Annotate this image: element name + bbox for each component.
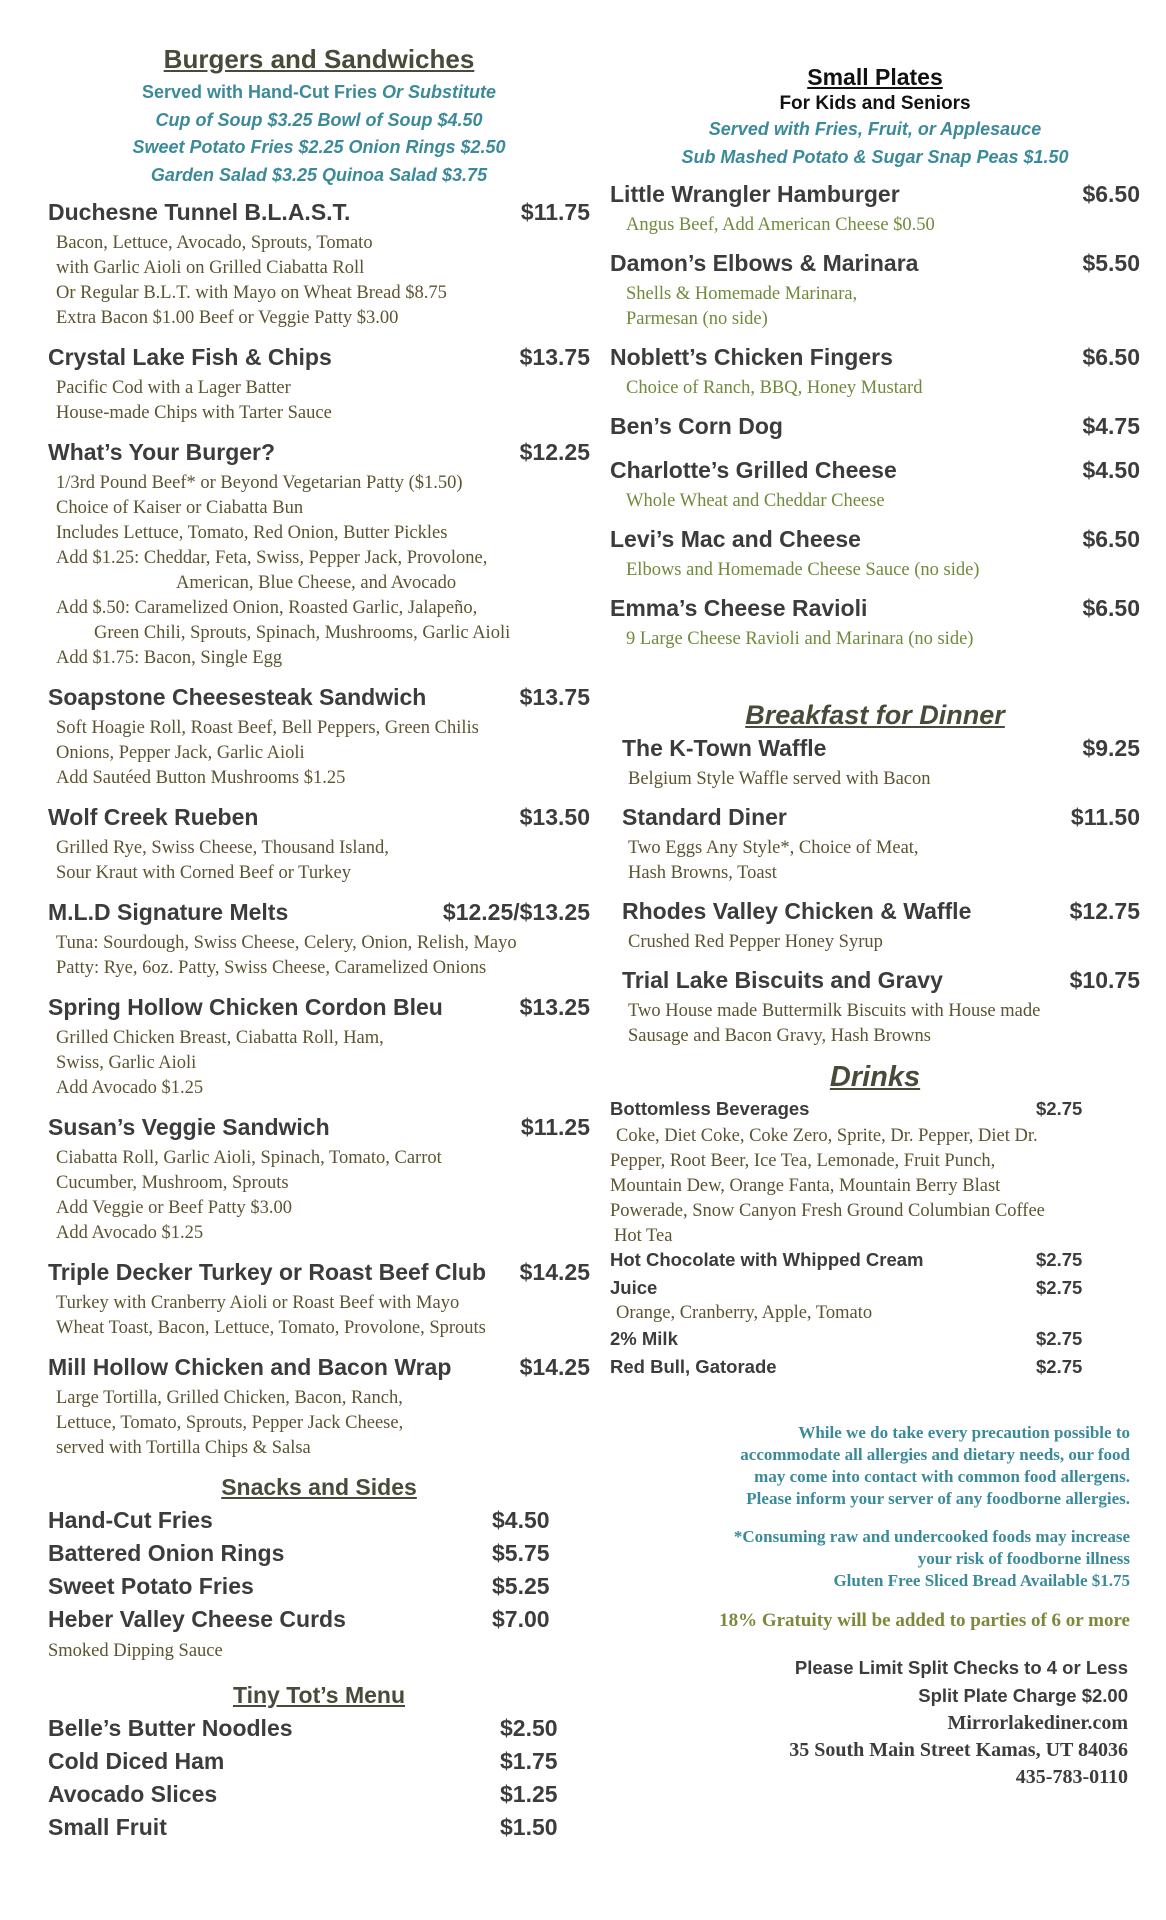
menu-item-name: Rhodes Valley Chicken & Waffle: [622, 898, 972, 924]
menu-item-price: $9.25: [1082, 735, 1140, 761]
desc-line: served with Tortilla Chips & Salsa: [56, 1438, 311, 1458]
menu-item-price: $12.25: [519, 439, 590, 465]
menu-item-name: Cold Diced Ham: [48, 1748, 225, 1774]
desc-line: Add Avocado $1.25: [56, 1223, 204, 1243]
snacks-note: Smoked Dipping Sauce: [48, 1641, 223, 1661]
menu-item-name: Belle’s Butter Noodles: [48, 1715, 293, 1741]
desc-line: Add Veggie or Beef Patty $3.00: [56, 1198, 293, 1218]
menu-item-price: $12.75: [1069, 898, 1140, 924]
desc-line: Wheat Toast, Bacon, Lettuce, Tomato, Provolone, Sprouts: [56, 1318, 486, 1338]
menu-item-name: Levi’s Mac and Cheese: [610, 526, 861, 552]
menu-item: [48, 994, 590, 1101]
right-column: [610, 0, 1140, 1791]
desc-line: House-made Chips with Tarter Sauce: [56, 403, 332, 423]
menu-item-description: [48, 836, 590, 886]
desc-line: Bacon, Lettuce, Avocado, Sprouts, Tomato: [56, 233, 373, 253]
desc-line: Hot Tea: [614, 1226, 673, 1246]
menu-item: [610, 344, 1140, 401]
intro-line: Sweet Potato Fries $2.25 Onion Rings $2.50: [132, 137, 506, 157]
intro-line: Sub Mashed Potato & Sugar Snap Peas $1.50: [681, 147, 1069, 167]
drink-name: Bottomless Beverages: [610, 1098, 810, 1119]
menu-item-name: M.L.D Signature Melts: [48, 899, 289, 925]
menu-item-name: Sweet Potato Fries: [48, 1573, 254, 1599]
menu-item-price: $5.50: [1082, 250, 1140, 276]
menu-item: [622, 898, 1140, 955]
drink-price: $2.75: [1036, 1098, 1083, 1119]
desc-line: 1/3rd Pound Beef* or Beyond Vegetarian Patty ($1.50): [56, 473, 463, 493]
drinks-section: [610, 1098, 1140, 1384]
menu-item-name: Wolf Creek Rueben: [48, 804, 259, 830]
menu-item-description: [48, 1291, 590, 1341]
menu-item-header: [610, 457, 1140, 489]
desc-line: Add $.50: Caramelized Onion, Roasted Garlic, Jalapeño,: [56, 598, 478, 618]
menu-item-name: Noblett’s Chicken Fingers: [610, 344, 893, 370]
menu-row: [48, 1814, 590, 1847]
drink-price: $2.75: [1036, 1249, 1083, 1270]
menu-item-description: [48, 376, 590, 426]
menu-item-header: [610, 344, 1140, 376]
menu-item-name: Susan’s Veggie Sandwich: [48, 1114, 330, 1140]
menu-item-price: $13.50: [519, 804, 590, 830]
desc-line: Add $1.75: Bacon, Single Egg: [56, 648, 283, 668]
desc-line: Patty: Rye, 6oz. Patty, Swiss Cheese, Caramelized Onions: [56, 958, 487, 978]
menu-item-header: [48, 994, 590, 1026]
menu-item: [622, 735, 1140, 792]
drink-name: Juice: [610, 1277, 658, 1298]
menu-item-price: $14.25: [519, 1259, 590, 1285]
menu-item-price: $11.25: [520, 1114, 590, 1140]
desc-line: with Garlic Aioli on Grilled Ciabatta Roll: [56, 258, 365, 278]
drink-row: [610, 1249, 1140, 1277]
burger-items: [48, 199, 590, 1461]
desc-line: Includes Lettuce, Tomato, Red Onion, Butter Pickles: [56, 523, 448, 543]
menu-item-description: [610, 558, 1140, 583]
gratuity-notice: 18% Gratuity will be added to parties of 6 or more: [719, 1610, 1130, 1631]
desc-line: Mountain Dew, Orange Fanta, Mountain Berry Blast: [610, 1176, 1001, 1196]
menu-item-description: [610, 376, 1140, 401]
menu-item-header: [48, 684, 590, 716]
menu-item-name: Soapstone Cheesesteak Sandwich: [48, 684, 427, 710]
desc-line: Crushed Red Pepper Honey Syrup: [628, 932, 883, 952]
desc-line: Ciabatta Roll, Garlic Aioli, Spinach, Tomato, Carrot: [56, 1148, 442, 1168]
menu-item-name: Spring Hollow Chicken Cordon Bleu: [48, 994, 443, 1020]
raw-food-notice: [610, 1526, 1140, 1592]
intro-line: Garden Salad $3.25 Quinoa Salad $3.75: [150, 164, 488, 185]
intro-line: Served with Fries, Fruit, or Applesauce: [708, 119, 1042, 139]
desc-line: Coke, Diet Coke, Coke Zero, Sprite, Dr. Pepper, Diet Dr.: [616, 1126, 1038, 1146]
desc-line: Soft Hoagie Roll, Roast Beef, Bell Peppers, Green Chilis: [56, 718, 479, 738]
menu-item-name: Heber Valley Cheese Curds: [48, 1606, 346, 1632]
desc-line: Choice of Kaiser or Ciabatta Bun: [56, 498, 304, 518]
desc-line: Large Tortilla, Grilled Chicken, Bacon, Ranch,: [56, 1388, 403, 1408]
menu-item: [48, 684, 590, 791]
menu-item-price: $11.50: [1070, 804, 1140, 830]
menu-item-price: $1.25: [500, 1781, 558, 1807]
desc-line: Add $1.25: Cheddar, Feta, Swiss, Pepper Jack, Provolone,: [56, 548, 488, 568]
intro-line: Or Substitute: [382, 82, 497, 102]
menu-item-name: Damon’s Elbows & Marinara: [610, 250, 919, 276]
menu-item-name: Crystal Lake Fish & Chips: [48, 344, 332, 370]
menu-item-header: [48, 439, 590, 471]
desc-line: Lettuce, Tomato, Sprouts, Pepper Jack Cheese,: [56, 1413, 404, 1433]
allergy-notice: [610, 1422, 1140, 1510]
menu-item-name: Avocado Slices: [48, 1781, 218, 1807]
small-plates-intro: [610, 115, 1140, 171]
menu-item-header: [48, 1259, 590, 1291]
menu-item-price: $13.25: [519, 994, 590, 1020]
desc-line: Angus Beef, Add American Cheese $0.50: [626, 215, 935, 235]
menu-item: [610, 181, 1140, 238]
menu-item-name: Standard Diner: [622, 804, 787, 830]
menu-item-description: [610, 627, 1140, 652]
menu-item-header: [622, 735, 1140, 767]
menu-item: [622, 967, 1140, 1049]
drink-row: [610, 1356, 1140, 1384]
menu-item-price: $12.25/$13.25: [442, 899, 590, 925]
desc-line: Pepper, Root Beer, Ice Tea, Lemonade, Fruit Punch,: [610, 1151, 996, 1171]
desc-line: Belgium Style Waffle served with Bacon: [628, 769, 931, 789]
menu-item-header: [48, 899, 590, 931]
menu-item-header: [622, 898, 1140, 930]
desc-line: Tuna: Sourdough, Swiss Cheese, Celery, Onion, Relish, Mayo: [56, 933, 517, 953]
menu-item-price: $4.75: [1082, 413, 1140, 439]
drinks-title: Drinks: [829, 1061, 921, 1093]
desc-line: Hash Browns, Toast: [628, 863, 777, 883]
menu-item: [48, 199, 590, 331]
menu-item-header: [610, 250, 1140, 282]
menu-item-name: Emma’s Cheese Ravioli: [610, 595, 868, 621]
desc-line: Swiss, Garlic Aioli: [56, 1053, 197, 1073]
menu-item-description: [622, 930, 1140, 955]
menu-item-description: [48, 1026, 590, 1101]
menu-item: [610, 250, 1140, 332]
menu-item-price: $13.75: [519, 344, 590, 370]
desc-line: Extra Bacon $1.00 Beef or Veggie Patty $3.00: [56, 308, 399, 328]
menu-item-header: [48, 1114, 590, 1146]
drink-name: Hot Chocolate with Whipped Cream: [610, 1249, 924, 1270]
desc-line: Powerade, Snow Canyon Fresh Ground Columbian Coffee: [610, 1201, 1045, 1221]
desc-line: Onions, Pepper Jack, Garlic Aioli: [56, 743, 305, 763]
menu-item-price: $6.50: [1082, 181, 1140, 207]
menu-item-name: What’s Your Burger?: [48, 439, 276, 465]
snack-items: [48, 1507, 590, 1639]
menu-item-name: The K-Town Waffle: [622, 735, 827, 761]
menu-item-description: [610, 213, 1140, 238]
menu-item-description: [48, 231, 590, 331]
menu-row: [48, 1606, 590, 1639]
drink-name: 2% Milk: [610, 1328, 678, 1349]
bottomless-list: [610, 1124, 1140, 1249]
drink-name: Red Bull, Gatorade: [610, 1356, 777, 1377]
menu-item-name: Mill Hollow Chicken and Bacon Wrap: [48, 1354, 452, 1380]
menu-item-header: [622, 804, 1140, 836]
tots-title: Tiny Tot’s Menu: [232, 1682, 406, 1708]
desc-line: Cucumber, Mushroom, Sprouts: [56, 1173, 289, 1193]
note-line: may come into contact with common food allergens.: [754, 1467, 1130, 1486]
menu-item-name: Charlotte’s Grilled Cheese: [610, 457, 897, 483]
menu-item: [610, 457, 1140, 514]
menu-item-header: [48, 344, 590, 376]
desc-line: Grilled Chicken Breast, Ciabatta Roll, Ham,: [56, 1028, 384, 1048]
menu-item: [48, 1354, 590, 1461]
menu-item-header: [622, 967, 1140, 999]
tot-items: [48, 1715, 590, 1847]
menu-item: [48, 1114, 590, 1246]
breakfast-items: [610, 735, 1140, 1049]
menu-item-description: [622, 999, 1140, 1049]
menu-item-price: $11.75: [520, 199, 590, 225]
website-link[interactable]: Mirrorlakediner.com: [947, 1712, 1128, 1734]
desc-line: Green Chili, Sprouts, Spinach, Mushrooms, Garlic Aioli: [94, 623, 511, 643]
menu-row: [48, 1507, 590, 1540]
menu-row: [48, 1781, 590, 1814]
desc-line: 9 Large Cheese Ravioli and Marinara (no side): [626, 629, 974, 649]
menu-item: [622, 804, 1140, 886]
menu-row: [48, 1748, 590, 1781]
menu-item-header: [48, 1354, 590, 1386]
phone-number[interactable]: 435-783-0110: [1015, 1766, 1128, 1788]
left-column: [48, 0, 590, 1847]
address: 35 South Main Street Kamas, UT 84036: [789, 1739, 1128, 1761]
menu-item-price: $6.50: [1082, 595, 1140, 621]
small-plates-title: Small Plates: [807, 64, 943, 90]
menu-item-description: [48, 716, 590, 791]
split-check-line: Please Limit Split Checks to 4 or Less: [794, 1657, 1128, 1678]
menu-row: [48, 1573, 590, 1606]
menu-item-header: [610, 413, 1140, 445]
menu-item-description: [622, 767, 1140, 792]
desc-line: Parmesan (no side): [626, 309, 768, 329]
menu-row: [48, 1715, 590, 1748]
menu-item-name: Triple Decker Turkey or Roast Beef Club: [48, 1259, 486, 1285]
contact-info: [610, 1710, 1140, 1791]
menu-item-header: [48, 804, 590, 836]
desc-line: Or Regular B.L.T. with Mayo on Wheat Bread $8.75: [56, 283, 447, 303]
desc-line: Add Avocado $1.25: [56, 1078, 204, 1098]
intro-line: Cup of Soup $3.25 Bowl of Soup $4.50: [155, 109, 483, 130]
menu-item: [48, 804, 590, 886]
menu-item-header: [610, 181, 1140, 213]
desc-line: Elbows and Homemade Cheese Sauce (no side): [626, 560, 980, 580]
menu-item-price: $14.25: [519, 1354, 590, 1380]
desc-line: Grilled Rye, Swiss Cheese, Thousand Island,: [56, 838, 389, 858]
menu-item-name: Trial Lake Biscuits and Gravy: [622, 967, 943, 993]
menu-item-price: $6.50: [1082, 344, 1140, 370]
menu-item-header: [48, 199, 590, 231]
menu-item-name: Ben’s Corn Dog: [610, 413, 783, 439]
menu-item-header: [610, 526, 1140, 558]
desc-line: American, Blue Cheese, and Avocado: [176, 573, 457, 593]
menu-item-description: [610, 489, 1140, 514]
desc-line: Choice of Ranch, BBQ, Honey Mustard: [626, 378, 923, 398]
menu-item: [610, 413, 1140, 445]
small-plate-items: [610, 181, 1140, 652]
menu-item-price: $4.50: [492, 1507, 550, 1533]
menu-item-price: $5.25: [492, 1573, 550, 1599]
desc-line: Sausage and Bacon Gravy, Hash Browns: [628, 1026, 931, 1046]
menu-item-price: $5.75: [492, 1540, 550, 1566]
menu-item-description: [48, 1146, 590, 1246]
desc-line: Shells & Homemade Marinara,: [626, 284, 858, 304]
menu-item: [48, 439, 590, 671]
menu-item-name: Little Wrangler Hamburger: [610, 181, 900, 207]
note-line: your risk of foodborne illness: [917, 1549, 1130, 1568]
juice-options: Orange, Cranberry, Apple, Tomato: [616, 1303, 873, 1323]
note-line: While we do take every precaution possible to: [798, 1423, 1130, 1442]
menu-item: [48, 344, 590, 426]
burgers-intro: [48, 79, 590, 189]
small-plates-subtitle: For Kids and Seniors: [779, 93, 971, 114]
burgers-title: Burgers and Sandwiches: [163, 44, 475, 74]
desc-line: Turkey with Cranberry Aioli or Roast Beef with Mayo: [56, 1293, 460, 1313]
menu-item-description: [48, 471, 590, 671]
menu-item-name: Battered Onion Rings: [48, 1540, 285, 1566]
menu-item-price: $4.50: [1082, 457, 1140, 483]
drink-row: [610, 1277, 1140, 1305]
intro-line: Served with Hand-Cut Fries: [141, 82, 377, 102]
desc-line: Two House made Buttermilk Biscuits with House made: [628, 1001, 1041, 1021]
desc-line: Whole Wheat and Cheddar Cheese: [626, 491, 885, 511]
split-plate-line: Split Plate Charge $2.00: [918, 1685, 1128, 1706]
menu-item-name: Hand-Cut Fries: [48, 1507, 213, 1533]
desc-line: Two Eggs Any Style*, Choice of Meat,: [628, 838, 919, 858]
menu-item-price: $10.75: [1069, 967, 1140, 993]
drink-row: [610, 1328, 1140, 1356]
note-line: *Consuming raw and undercooked foods may increase: [733, 1527, 1130, 1546]
menu-item-header: [610, 595, 1140, 627]
drink-price: $2.75: [1036, 1328, 1083, 1349]
menu-item-price: $1.50: [500, 1814, 558, 1840]
desc-line: Pacific Cod with a Lager Batter: [56, 378, 291, 398]
drink-price: $2.75: [1036, 1277, 1083, 1298]
desc-line: Add Sautéed Button Mushrooms $1.25: [56, 768, 346, 788]
breakfast-title: Breakfast for Dinner: [745, 700, 1005, 730]
note-line: Please inform your server of any foodborne allergies.: [746, 1489, 1130, 1508]
menu-item-description: [48, 1386, 590, 1461]
menu-item-description: [622, 836, 1140, 886]
menu-item-price: $2.50: [500, 1715, 558, 1741]
split-check-info: [610, 1654, 1140, 1710]
drink-price: $2.75: [1036, 1356, 1083, 1377]
menu-item-description: [610, 282, 1140, 332]
menu-item-price: $1.75: [500, 1748, 558, 1774]
menu-item-name: Small Fruit: [48, 1814, 167, 1840]
menu-item: [48, 1259, 590, 1341]
note-line: accommodate all allergies and dietary needs, our food: [740, 1445, 1130, 1464]
drink-row: [610, 1098, 1140, 1126]
desc-line: Sour Kraut with Corned Beef or Turkey: [56, 863, 351, 883]
menu-item: [610, 595, 1140, 652]
menu-item: [610, 526, 1140, 583]
note-line: Gluten Free Sliced Bread Available $1.75: [833, 1571, 1130, 1590]
menu-item-description: [48, 931, 590, 981]
menu-item-price: $7.00: [492, 1606, 550, 1632]
menu-item-name: Duchesne Tunnel B.L.A.S.T.: [48, 199, 351, 225]
snacks-title: Snacks and Sides: [221, 1474, 417, 1500]
menu-item-price: $6.50: [1082, 526, 1140, 552]
menu-item-price: $13.75: [519, 684, 590, 710]
menu-item: [48, 899, 590, 981]
menu-row: [48, 1540, 590, 1573]
